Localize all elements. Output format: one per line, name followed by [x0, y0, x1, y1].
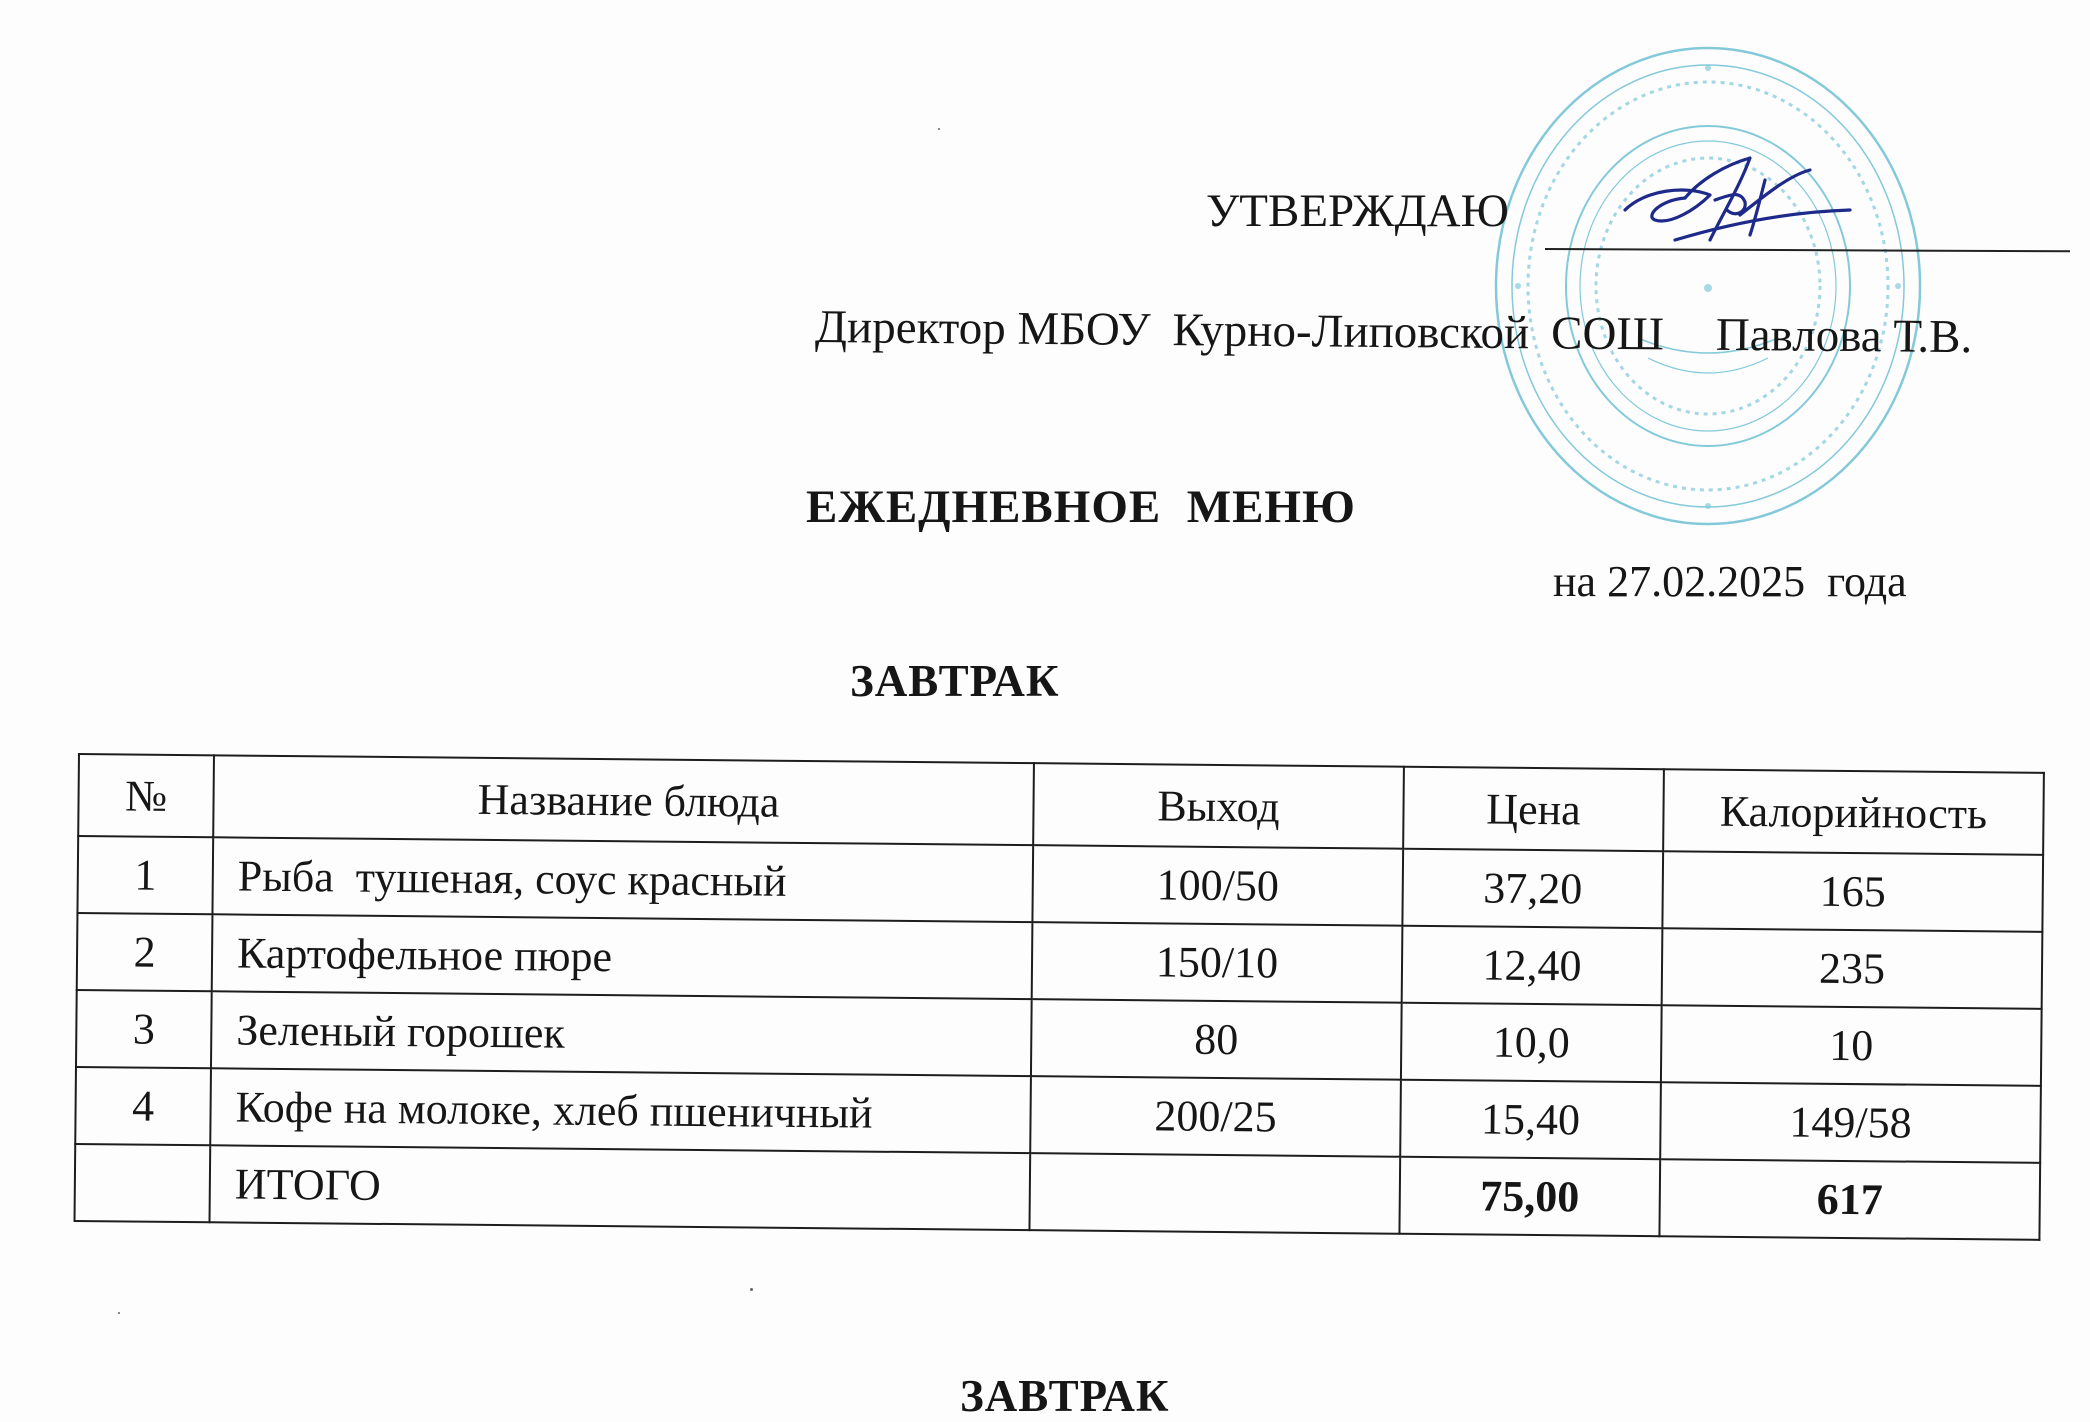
- row-num: 4: [75, 1067, 211, 1145]
- director-line: [815, 300, 1973, 364]
- row-dish: Картофельное пюре: [212, 914, 1033, 999]
- menu-table: [73, 753, 2044, 1241]
- header-name: Название блюда: [213, 755, 1034, 845]
- row-calories: 10: [1661, 1005, 2042, 1086]
- row-output: 100/50: [1032, 845, 1403, 926]
- header-calories: Калорийность: [1663, 769, 2044, 855]
- director-name: Павлова Т.В.: [1715, 308, 1973, 364]
- row-dish: Зеленый горошек: [211, 991, 1032, 1076]
- header-output: Выход: [1033, 763, 1404, 849]
- row-price: 12,40: [1402, 926, 1663, 1005]
- row-num: 1: [77, 836, 213, 914]
- header-price: Цена: [1403, 767, 1664, 851]
- scan-speck: [938, 128, 940, 130]
- total-output-empty: [1029, 1153, 1400, 1234]
- next-meal-heading: ЗАВТРАК: [960, 1371, 1170, 1421]
- scan-speck: [750, 1288, 753, 1291]
- menu-date: на 27.02.2025 года: [1553, 557, 1907, 606]
- director-title: Директор МБОУ: [814, 301, 1151, 356]
- row-output: 150/10: [1032, 922, 1403, 1003]
- meal-heading: ЗАВТРАК: [850, 656, 1060, 706]
- row-calories: 235: [1662, 928, 2043, 1009]
- total-price: 75,00: [1399, 1157, 1660, 1236]
- row-dish: Рыба тушеная, соус красный: [212, 837, 1033, 922]
- total-calories: 617: [1659, 1159, 2040, 1240]
- row-price: 10,0: [1401, 1003, 1662, 1082]
- school-type: СОШ: [1550, 307, 1665, 361]
- header-num: №: [78, 754, 214, 837]
- approval-text: УТВЕРЖДАЮ: [1206, 185, 1509, 237]
- approval-label: [1206, 184, 1509, 238]
- total-label: ИТОГО: [210, 1145, 1031, 1230]
- row-calories: 165: [1662, 851, 2043, 932]
- total-num-empty: [75, 1144, 211, 1222]
- school-seal-stamp: [1488, 38, 1928, 533]
- row-num: 3: [76, 990, 212, 1068]
- row-price: 37,20: [1402, 849, 1663, 928]
- school-name: Курно-Липовской: [1172, 304, 1530, 360]
- row-dish: Кофе на молоке, хлеб пшеничный: [210, 1068, 1031, 1153]
- row-output: 80: [1031, 999, 1402, 1080]
- row-calories: 149/58: [1660, 1082, 2041, 1163]
- document-title: ЕЖЕДНЕВНОЕ МЕНЮ: [806, 481, 1356, 533]
- row-output: 200/25: [1030, 1076, 1401, 1157]
- row-price: 15,40: [1400, 1080, 1661, 1159]
- scan-speck: [118, 1312, 120, 1314]
- row-num: 2: [77, 913, 213, 991]
